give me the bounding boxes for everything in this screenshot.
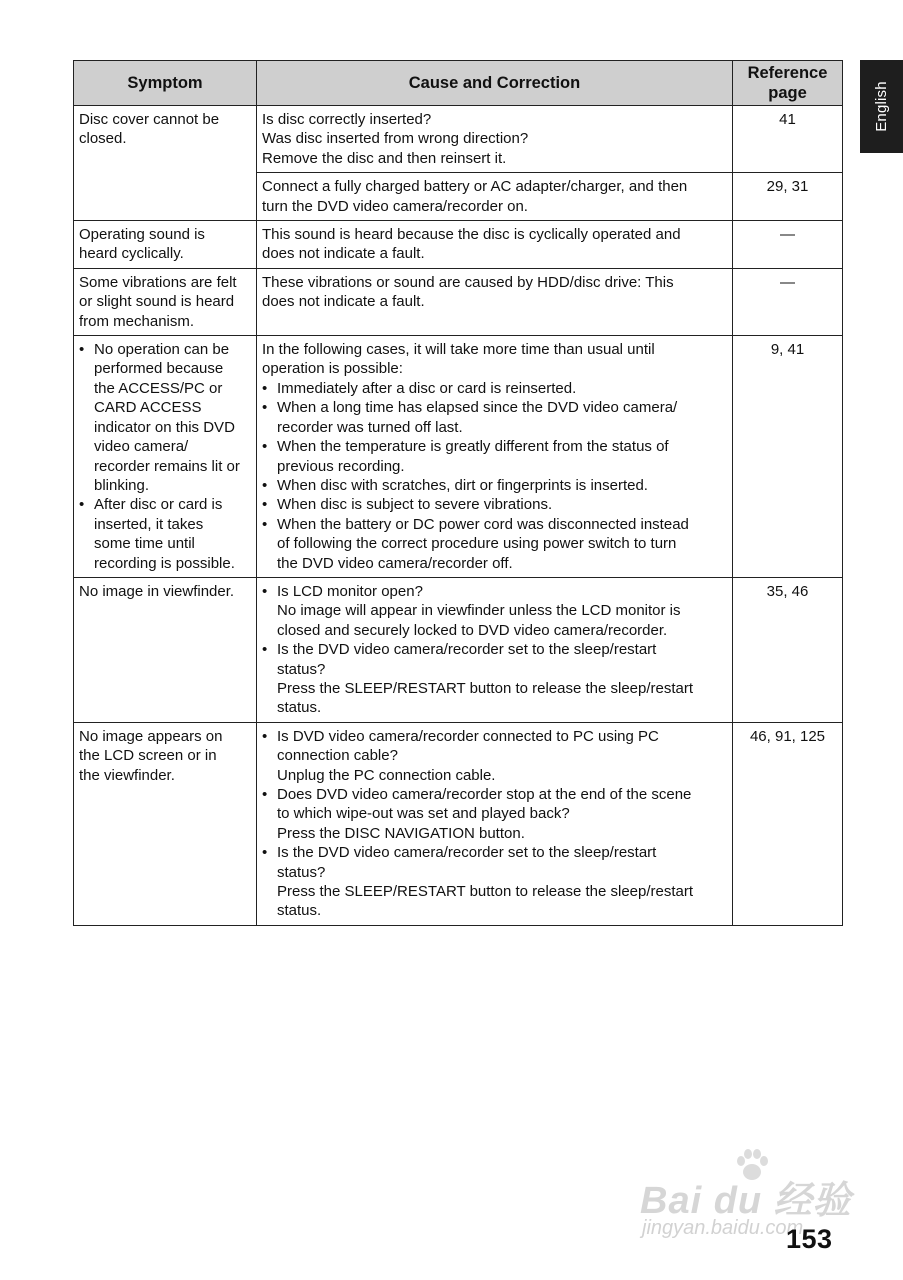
cause-cell [257, 336, 733, 578]
page-number: 153 [786, 1224, 833, 1254]
language-tab-label: English [873, 81, 891, 132]
symptom-bullet: • After disc or card is inserted, it takes some time until recording is possible. [79, 495, 251, 573]
cause-bullet: • Is the DVD video camera/recorder set to the sleep/restart status? Press the SLEEP/RESTART button to release the sleep/restart status. [262, 640, 727, 718]
symptom-cell: No image in viewfinder. [74, 577, 257, 722]
table-row [74, 722, 843, 925]
header-symptom: Symptom [74, 61, 257, 106]
header-cause: Cause and Correction [257, 61, 733, 106]
troubleshooting-table [73, 60, 843, 926]
cause-bullet: • When the temperature is greatly different from the status of previous recording. [262, 437, 727, 476]
symptom-cell: No image appears on the LCD screen or in the viewfinder. [74, 722, 257, 925]
language-tab [860, 60, 903, 153]
watermark-logo: Bai du 经验 [640, 1180, 852, 1222]
reference-cell: — [733, 221, 843, 269]
cause-bullet: • When a long time has elapsed since the DVD video camera/ recorder was turned off last. [262, 398, 727, 437]
table-row [74, 577, 843, 722]
cause-cell [257, 577, 733, 722]
symptom-cell: Operating sound is heard cyclically. [74, 221, 257, 269]
cause-bullet: • Is DVD video camera/recorder connected to PC using PC connection cable? Unplug the PC connection cable. [262, 727, 727, 785]
cause-bullet: • When disc is subject to severe vibrations. [262, 495, 727, 514]
symptom-cell: Disc cover cannot be closed. [74, 106, 257, 221]
cause-cell [257, 722, 733, 925]
cause-cell: These vibrations or sound are caused by HDD/disc drive: This does not indicate a fault. [257, 268, 733, 335]
symptom-bullet: • No operation can be performed because the ACCESS/PC or CARD ACCESS indicator on this DVD video camera/ recorder remains lit or blinking. [79, 340, 251, 495]
cause-cell: This sound is heard because the disc is cyclically operated and does not indicate a fault. [257, 221, 733, 269]
cause-bullet: • When disc with scratches, dirt or fingerprints is inserted. [262, 476, 727, 495]
reference-cell: 46, 91, 125 [733, 722, 843, 925]
cause-bullet: • Is the DVD video camera/recorder set to the sleep/restart status? Press the SLEEP/RESTART button to release the sleep/restart status. [262, 843, 727, 921]
reference-cell: 9, 41 [733, 336, 843, 578]
symptom-cell: Some vibrations are felt or slight sound is heard from mechanism. [74, 268, 257, 335]
reference-cell: 41 [733, 106, 843, 173]
cause-bullet: • When the battery or DC power cord was disconnected instead of following the correct procedure using power switch to turn the DVD video camera/recorder off. [262, 515, 727, 573]
cause-bullet: • Immediately after a disc or card is reinserted. [262, 379, 727, 398]
reference-cell: 29, 31 [733, 173, 843, 221]
table-row [74, 221, 843, 269]
cause-bullet: • Does DVD video camera/recorder stop at the end of the scene to which wipe-out was set and played back? Press the DISC NAVIGATION button. [262, 785, 727, 843]
table-header-row [74, 61, 843, 106]
table-row [74, 106, 843, 173]
cause-bullet: • Is LCD monitor open? No image will appear in viewfinder unless the LCD monitor is closed and securely locked to DVD video camera/recorder. [262, 582, 727, 640]
reference-cell: 35, 46 [733, 577, 843, 722]
table-row [74, 336, 843, 578]
table-row [74, 268, 843, 335]
cause-cell: Is disc correctly inserted? Was disc inserted from wrong direction? Remove the disc and then reinsert it. [257, 106, 733, 173]
cause-cell: Connect a fully charged battery or AC adapter/charger, and then turn the DVD video camera/recorder on. [257, 173, 733, 221]
header-reference: Reference page [733, 61, 843, 106]
reference-cell: — [733, 268, 843, 335]
symptom-cell [74, 336, 257, 578]
watermark-url: jingyan.baidu.com [642, 1217, 804, 1239]
cause-intro: In the following cases, it will take more time than usual until operation is possible: [262, 341, 655, 378]
